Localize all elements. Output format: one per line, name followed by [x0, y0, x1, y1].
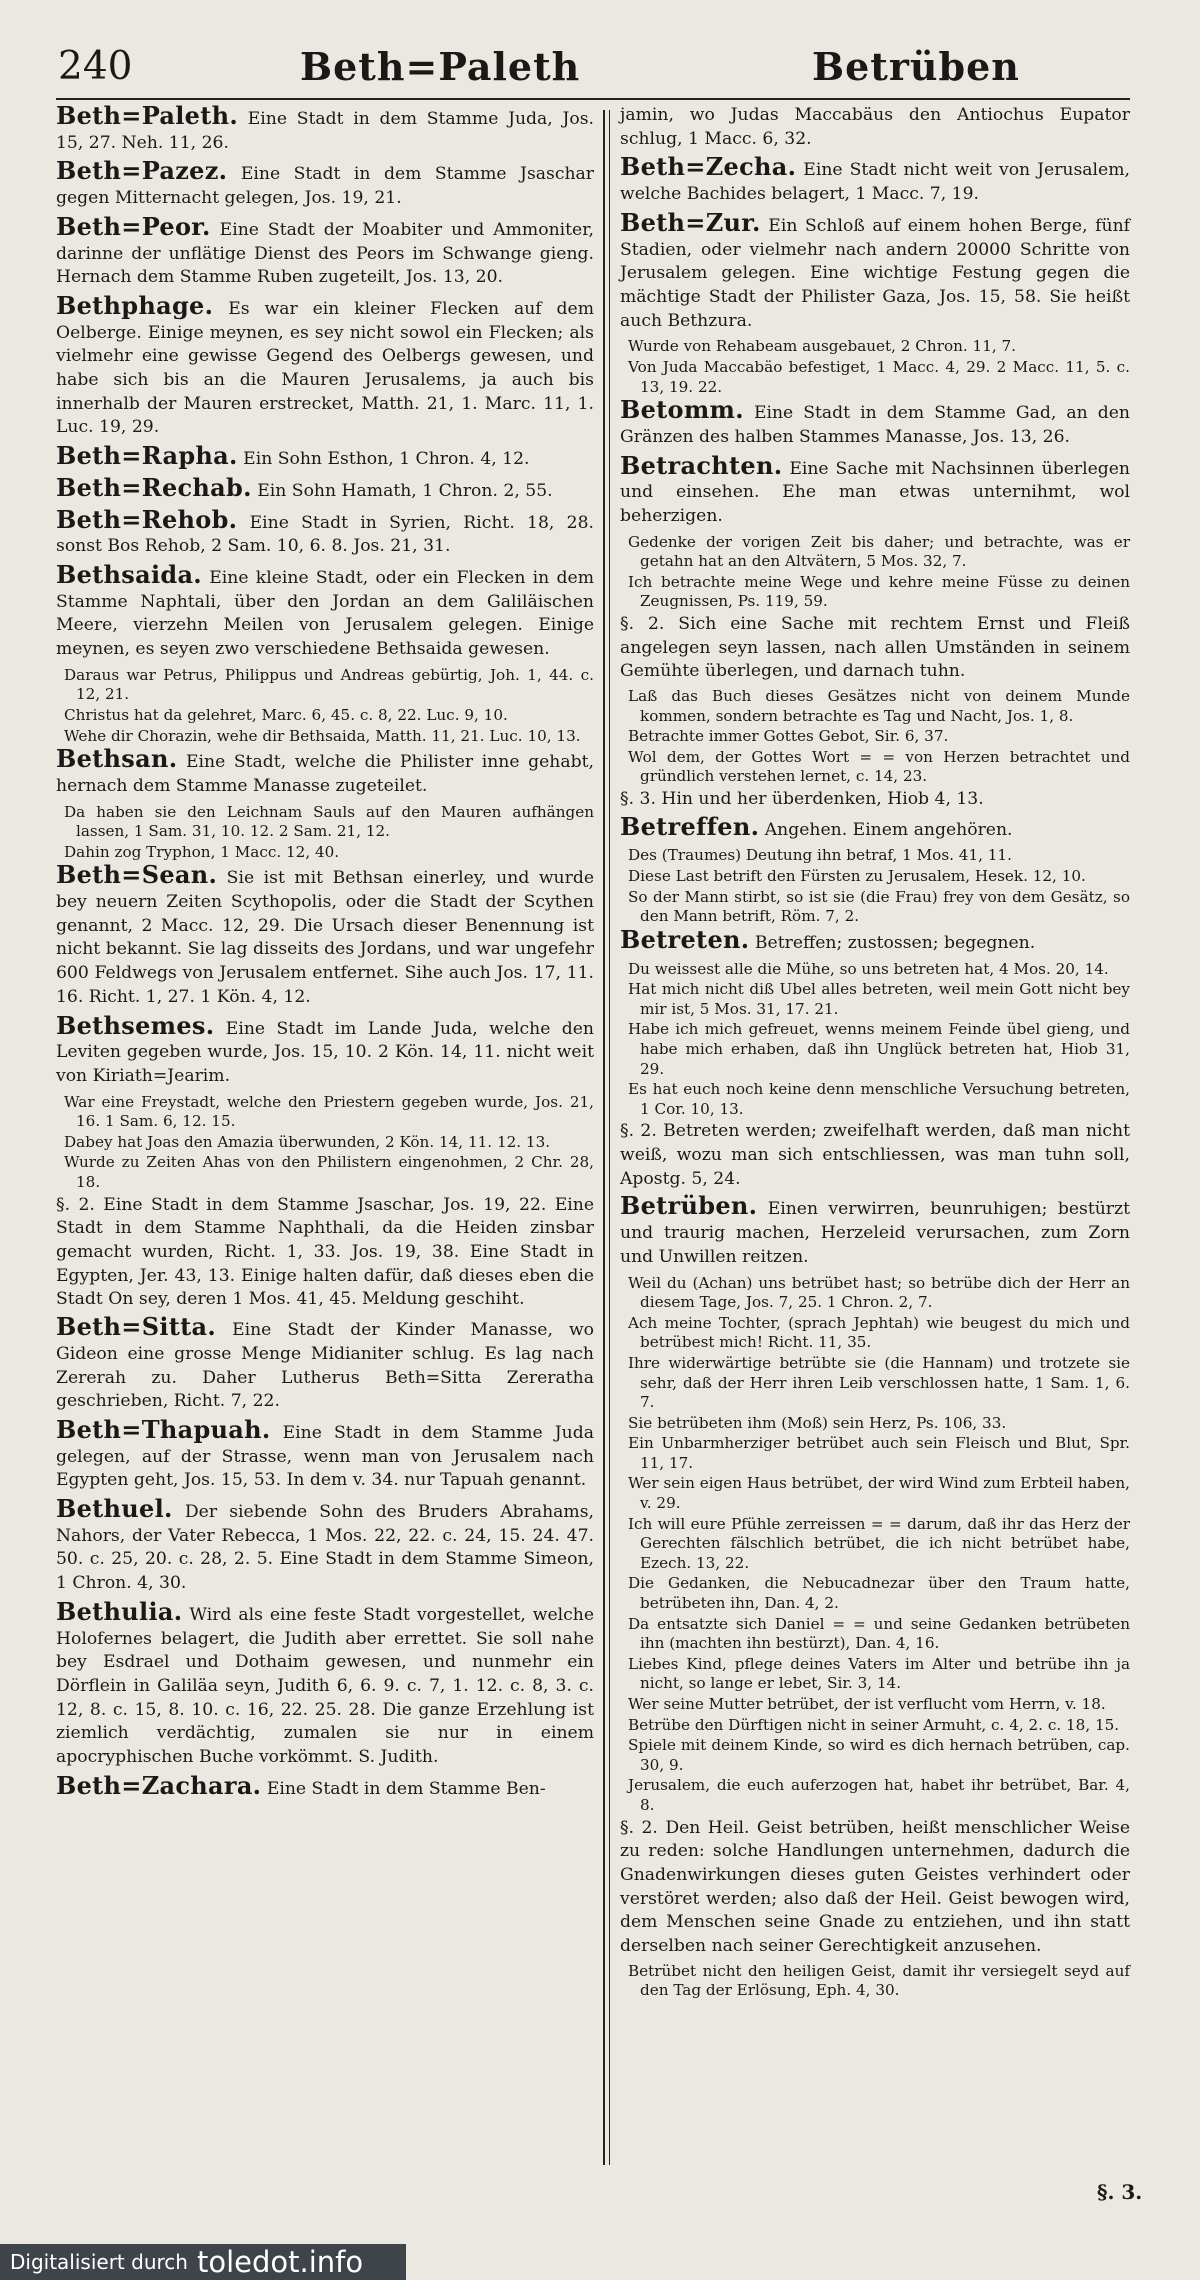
entry-headword: Bethsan.: [56, 744, 178, 774]
entry-quote: Wol dem, der Gottes Wort = = von Herzen betrachtet und gründlich verstehen lernet, c. 14, 23.: [628, 747, 1130, 786]
entry-quote: Jerusalem, die euch auferzogen hat, habet ihr betrübet, Bar. 4, 8.: [628, 1776, 1130, 1814]
entry-text: Eine Stadt der Moabiter und Ammoniter, darinne der unflätige Dienst des Peors im Schwange gieng. Hernach dem Stamme Ruben zugeteilt, Jos. 13, 20.: [56, 219, 594, 288]
entry: [56, 211, 594, 290]
entry-quote: Wer sein eigen Haus betrübet, der wird Wind zum Erbteil haben, v. 29.: [628, 1474, 1130, 1513]
entry-text: Eine Stadt in dem Stamme Juda, Jos. 15, 27. Neh. 11, 26.: [56, 109, 594, 153]
entry-headword: Betreten.: [620, 924, 750, 954]
entry: [56, 1770, 594, 1802]
entry-headword: Beth=Pazez.: [56, 156, 228, 186]
entry-quote: Ich betrachte meine Wege und kehre meine Füsse zu deinen Zeugnissen, Ps. 119, 59.: [628, 572, 1130, 611]
entry-headword: Beth=Zachara.: [56, 1770, 262, 1800]
entry: [620, 395, 1130, 449]
entry-quote: Ich will eure Pfühle zerreissen = = darum, daß ihr das Herz der Gerechten fälschlich betrübet, die ich nicht betrübet habe, Ezech. 13, 22.: [628, 1514, 1130, 1572]
entry: [620, 1191, 1130, 1269]
entry-headword: Beth=Rapha.: [56, 441, 238, 471]
entry-quote: Laß das Buch dieses Gesätzes nicht von deinem Munde kommen, sondern betrachte es Tag und Nacht, Jos. 1, 8.: [628, 687, 1130, 725]
entry: [620, 104, 1130, 151]
entry-headword: Betrüben.: [620, 1191, 758, 1221]
entry-headword: Beth=Rechab.: [56, 472, 252, 502]
entry: [56, 101, 594, 155]
entry-text: Ein Schloß auf einem hohen Berge, fünf Stadien, oder vielmehr nach andern 20000 Schritte von Jerusalem gelegen. Eine wichtige Festung gegen die mächtige Stadt der Philister Gaza, Jos. 15, 58. Sie heißt auch Bethzura.: [620, 215, 1130, 331]
entry-text: Der siebende Sohn des Bruders Abrahams, Nahors, der Vater Rebecca, 1 Mos. 22, 22. c. 24, 15. 24. 47. 50. c. 25, 20. c. 28, 2. 5. Eine Stadt in dem Stamme Simeon, 1 Chron. 4, 30.: [56, 1502, 594, 1594]
entry-text: Eine Stadt, welche die Philister inne gehabt, hernach dem Stamme Manasse zugeteilet.: [56, 752, 594, 796]
entry-text: Eine Stadt nicht weit von Jerusalem, welche Bachides belagert, 1 Macc. 7, 19.: [620, 160, 1130, 205]
catchword: §. 3.: [1097, 2180, 1143, 2204]
entry-subsection: §. 2. Sich eine Sache mit rechtem Ernst und Fleiß angelegen seyn lassen, nach allen Umständen in seinem Gemühte überlegen, und darnach tuhn.: [620, 614, 1130, 682]
entry-quote: Da entsatzte sich Daniel = = und seine Gedanken betrübeten ihn (machten ihn bestürzt), Dan. 4, 16.: [628, 1614, 1130, 1653]
entry-quote: War eine Freystadt, welche den Priestern gegeben wurde, Jos. 21, 16. 1 Sam. 6, 12. 15.: [64, 1092, 594, 1131]
right-column: [620, 104, 1130, 2002]
entry-subsection: §. 2. Eine Stadt in dem Stamme Jsaschar, Jos. 19, 22. Eine Stadt in dem Stamme Naphthali, da die Heiden zinsbar gemacht wurden, Richt. 1, 33. Jos. 19, 38. Eine Stadt in Egypten, Jer. 43, 13. Einige halten dafür, daß dieses eben die Stadt On sey, deren 1 Mos. 41, 45. Meldung geschiht.: [56, 1194, 594, 1310]
entry-text: jamin, wo Judas Maccabäus den Antiochus Eupator schlug, 1 Macc. 6, 32.: [620, 105, 1130, 149]
banner-prefix: Digitalisiert durch: [10, 2250, 188, 2274]
entry-quote: Du weissest alle die Mühe, so uns betreten hat, 4 Mos. 20, 14.: [628, 959, 1109, 978]
entry-quote: Hat mich nicht diß Ubel alles betreten, weil mein Gott nicht bey mir ist, 5 Mos. 31, 17. 21.: [628, 980, 1130, 1018]
entry-quote: Von Juda Maccabäo befestiget, 1 Macc. 4, 29. 2 Macc. 11, 5. c. 13, 19. 22.: [628, 357, 1130, 396]
entry: [56, 472, 594, 504]
entry: [56, 559, 594, 662]
entry-headword: Bethsaida.: [56, 559, 202, 589]
entry-headword: Beth=Zecha.: [620, 152, 797, 182]
entry: [56, 1312, 594, 1414]
entry-headword: Bethphage.: [56, 290, 214, 320]
entry: [56, 1494, 594, 1596]
running-head-left: Beth=Paleth: [300, 44, 581, 89]
entry-quote: Ihre widerwärtige betrübte sie (die Hannam) und trotzete sie sehr, daß der Herr ihren Leib verschlossen hatte, 1 Sam. 1, 6. 7.: [628, 1353, 1130, 1412]
entry-quote: So der Mann stirbt, so ist sie (die Frau) frey von dem Gesätz, so den Mann betrift, Röm. 7, 2.: [628, 887, 1130, 926]
entry-text: Ein Sohn Hamath, 1 Chron. 2, 55.: [257, 480, 553, 501]
entry-quote: Sie betrübeten ihm (Moß) sein Herz, Ps. 106, 33.: [628, 1413, 1007, 1432]
entry-headword: Bethulia.: [56, 1596, 183, 1626]
column-divider: [603, 110, 605, 2165]
entry-headword: Bethuel.: [56, 1494, 173, 1524]
entry-text: Eine Stadt in dem Stamme Jsaschar gegen Mitternacht gelegen, Jos. 19, 21.: [56, 164, 594, 209]
entry-quote: Weil du (Achan) uns betrübet hast; so betrübe dich der Herr an diesem Tage, Jos. 7, 25. 1 Chron. 2, 7.: [628, 1273, 1130, 1312]
entry-quote: Wurde zu Zeiten Ahas von den Philistern eingenohmen, 2 Chr. 28, 18.: [64, 1153, 594, 1192]
digitization-banner[interactable]: [0, 2244, 406, 2280]
entry-text: Eine kleine Stadt, oder ein Flecken in dem Stamme Naphtali, über den Jordan an dem Galiläischen Meere, vierzehn Meilen von Jerusalem gelegen. Einige meynen, es seyen zwo verschiedene Bethsaida gewesen.: [56, 567, 594, 660]
banner-site[interactable]: toledot.info: [196, 2245, 364, 2279]
entry-headword: Betomm.: [620, 395, 744, 425]
entry-quote: Liebes Kind, pflege deines Vaters im Alter und betrübe ihn ja nicht, so lange er lebet, Sir. 3, 14.: [628, 1654, 1130, 1693]
entry: [56, 441, 594, 472]
entry-headword: Betrachten.: [620, 450, 783, 480]
entry-headword: Beth=Paleth.: [56, 101, 239, 130]
entry: [56, 290, 595, 440]
entry-text: Eine Stadt in Syrien, Richt. 18, 28. sonst Bos Rehob, 2 Sam. 10, 6. 8. Jos. 21, 31.: [56, 512, 594, 557]
entry-headword: Beth=Sean.: [56, 860, 218, 890]
entry-quote: Die Gedanken, die Nebucadnezar über den Traum hatte, betrübeten ihn, Dan. 4, 2.: [628, 1574, 1130, 1613]
entry-headword: Beth=Sitta.: [56, 1312, 217, 1342]
entry-text: Eine Stadt in dem Stamme Gad, an den Gränzen des halben Stammes Manasse, Jos. 13, 26.: [620, 403, 1130, 447]
entry-quote: Ein Unbarmherziger betrübet auch sein Fleisch und Blut, Spr. 11, 17.: [628, 1434, 1130, 1472]
entry-subsection: §. 3. Hin und her überdenken, Hiob 4, 13.: [620, 789, 984, 810]
entry-quote: Wehe dir Chorazin, wehe dir Bethsaida, Matth. 11, 21. Luc. 10, 13.: [64, 726, 581, 745]
left-column: [56, 101, 595, 1806]
entry-quote: Wurde von Rehabeam ausgebauet, 2 Chron. 11, 7.: [628, 337, 1017, 356]
entry-headword: Beth=Peor.: [56, 211, 211, 241]
entry-headword: Beth=Rehob.: [56, 504, 238, 534]
entry-quote: Daraus war Petrus, Philippus und Andreas gebürtig, Joh. 1, 44. c. 12, 21.: [64, 665, 594, 704]
entry: [56, 744, 594, 798]
entry-text: Eine Stadt der Kinder Manasse, wo Gideon eine grosse Menge Midianiter schlug. Es lag nach Zererah zu. Daher Lutherus Beth=Sitta Zereratha geschrieben, Richt. 7, 22.: [56, 1320, 594, 1412]
entry: [620, 811, 1130, 843]
entry-text: Wird als eine feste Stadt vorgestellet, welche Holofernes belagert, die Judith aber errettet. Sie soll nahe bey Esdrael und Dothaim gewesen, und nunmehr ein Dörflein in Galiläa seyn, Judith 6, 6. 9. c. 7, 1. 12. c. 8, 3. c. 12, 8. c. 15, 8. 10. c. 16, 22. 25. 28. Die ganze Erzehlung ist ziemlich verdächtig, zumalen sie nur in einem apocryphischen Buche vorkömmt. S. Judith.: [56, 1604, 594, 1768]
entry: [56, 1596, 594, 1770]
entry-text: Betreffen; zustossen; begegnen.: [754, 932, 1036, 953]
entry: [56, 156, 594, 210]
entry: [620, 152, 1130, 206]
entry-quote: Wer seine Mutter betrübet, der ist verflucht vom Herrn, v. 18.: [628, 1695, 1106, 1713]
entry-headword: Betreffen.: [620, 811, 760, 841]
entry-quote: Es hat euch noch keine denn menschliche Versuchung betreten, 1 Cor. 10, 13.: [628, 1080, 1130, 1118]
entry-quote: Gedenke der vorigen Zeit bis daher; und betrachte, was er getahn hat an den Altvätern, 5 Mos. 32, 7.: [628, 532, 1130, 571]
entry-text: Eine Stadt in dem Stamme Juda gelegen, auf der Strasse, wenn man von Jerusalem nach Egypten geht, Jos. 15, 53. In dem v. 34. nur Tapuah genannt.: [56, 1422, 594, 1491]
entry-text: Eine Stadt in dem Stamme Ben-: [266, 1778, 546, 1799]
entry-quote: Habe ich mich gefreuet, wenns meinem Feinde übel gieng, und habe mich erhaben, daß ihn Unglück betreten hat, Hiob 31, 29.: [628, 1020, 1130, 1078]
entry-quote: Dahin zog Tryphon, 1 Macc. 12, 40.: [64, 842, 340, 861]
entry-text: Eine Sache mit Nachsinnen überlegen und einsehen. Ehe man etwas unternihmt, wol beherzigen.: [620, 458, 1131, 526]
column-divider-inner: [609, 110, 610, 2165]
entry: [620, 924, 1130, 956]
entry-quote: Spiele mit deinem Kinde, so wird es dich hernach betrüben, cap. 30, 9.: [628, 1736, 1130, 1774]
entry: [56, 1010, 594, 1089]
entry: [56, 860, 594, 1009]
entry: [56, 1414, 594, 1493]
entry-text: Es war ein kleiner Flecken auf dem Oelberge. Einige meynen, es sey nicht sowol ein Flecken; als vielmehr eine gewisse Gegend des Oelbergs gewesen, und habe sich bis an die Mauren Jerusalems, ja auch bis innerhalb der Mauren erstrecket, Matth. 21, 1. Marc. 11, 1. Luc. 19, 29.: [56, 298, 595, 438]
running-head-right: Betrüben: [812, 44, 1020, 89]
entry-text: Einen verwirren, beunruhigen; bestürzt und traurig machen, Herzeleid verursachen, zum Zorn und Unwillen reitzen.: [620, 1199, 1130, 1267]
entry-quote: Da haben sie den Leichnam Sauls auf den Mauren aufhängen lassen, 1 Sam. 31, 10. 12. 2 Sam. 21, 12.: [64, 802, 594, 841]
entry: [620, 207, 1130, 334]
page-header: [0, 44, 1200, 96]
entry-quote: Betrachte immer Gottes Gebot, Sir. 6, 37.: [628, 727, 949, 746]
entry-quote: Betrübe den Dürftigen nicht in seiner Armuht, c. 4, 2. c. 18, 15.: [628, 1715, 1120, 1734]
entry-text: Sie ist mit Bethsan einerley, und wurde bey neuern Zeiten Scythopolis, oder die Stadt der Scythen genannt, 2 Macc. 12, 29. Die Ursach dieser Benennung ist nicht bekannt. Sie lag disseits des Jordans, und war ungefehr 600 Feldwegs von Jerusalem entfernet. Sihe auch Jos. 17, 11. 16. Richt. 1, 27. 1 Kön. 4, 12.: [56, 868, 594, 1007]
header-rule: [56, 98, 1130, 100]
entry-headword: Beth=Thapuah.: [56, 1414, 271, 1444]
entry-quote: Betrübet nicht den heiligen Geist, damit ihr versiegelt seyd auf den Tag der Erlösung, Eph. 4, 30.: [628, 1961, 1130, 2000]
page-number: 240: [58, 44, 133, 89]
entry-subsection: §. 2. Den Heil. Geist betrüben, heißt menschlicher Weise zu reden: solche Handlungen unternehmen, dadurch die Gnadenwirkungen dieses guten Geistes verhindert oder verstöret werden; also daß der Heil. Geist bewogen wird, dem Menschen seine Gnade zu entziehen, und ihn statt derselben nach seiner Gerechtigkeit anzusehen.: [620, 1817, 1130, 1957]
entry-text: Ein Sohn Esthon, 1 Chron. 4, 12.: [243, 449, 530, 470]
entry-text: Eine Stadt im Lande Juda, welche den Leviten gegeben wurde, Jos. 15, 10. 2 Kön. 14, 11. nicht weit von Kiriath=Jearim.: [56, 1018, 594, 1086]
entry-quote: Ach meine Tochter, (sprach Jephtah) wie beugest du mich und betrübest mich! Richt. 11, 35.: [628, 1313, 1130, 1352]
entry: [56, 504, 594, 559]
entry-headword: Beth=Zur.: [620, 207, 761, 237]
entry: [620, 450, 1131, 529]
entry-subsection: §. 2. Betreten werden; zweifelhaft werden, daß man nicht weiß, wozu man sich entschliessen, was man tuhn soll, Apostg. 5, 24.: [620, 1121, 1130, 1189]
entry-headword: Bethsemes.: [56, 1010, 215, 1040]
entry-quote: Des (Traumes) Deutung ihn betraf, 1 Mos. 41, 11.: [628, 846, 1012, 865]
entry-quote: Dabey hat Joas den Amazia überwunden, 2 Kön. 14, 11. 12. 13.: [64, 1132, 551, 1151]
entry-quote: Christus hat da gelehret, Marc. 6, 45. c. 8, 22. Luc. 9, 10.: [64, 705, 508, 724]
entry-text: Angehen. Einem angehören.: [764, 819, 1013, 840]
entry-quote: Diese Last betrift den Fürsten zu Jerusalem, Hesek. 12, 10.: [628, 867, 1086, 886]
